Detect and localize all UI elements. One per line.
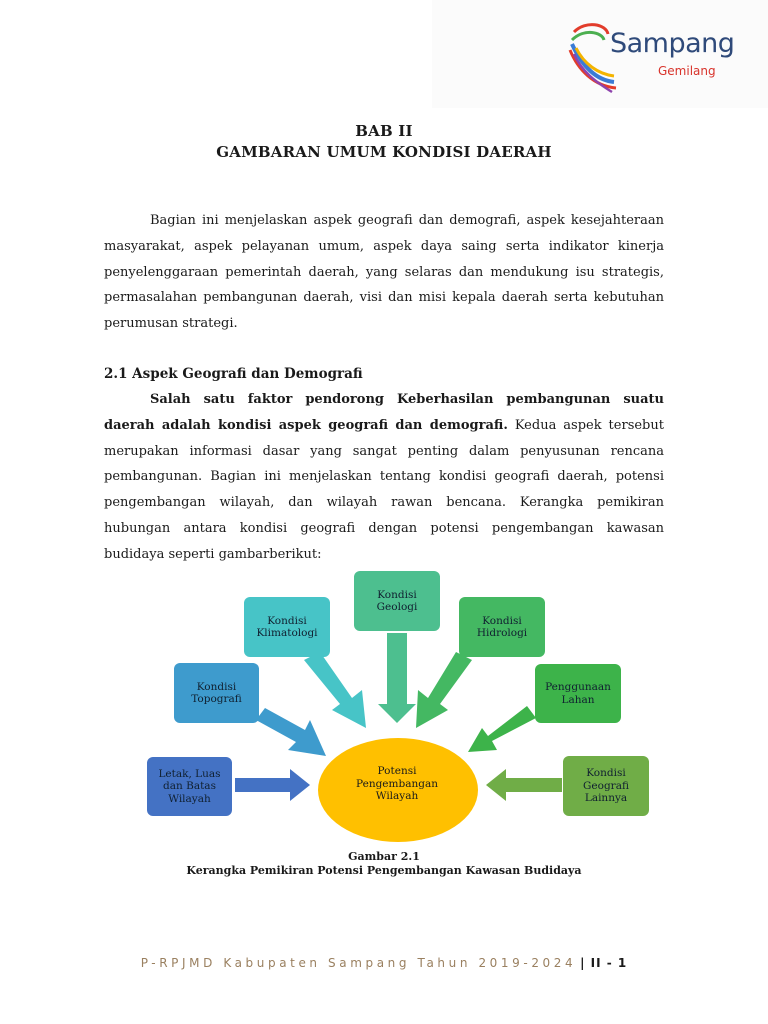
center-label: Potensi Pengembangan Wilayah <box>356 765 438 802</box>
chapter-title: GAMBARAN UMUM KONDISI DAERAH <box>216 143 552 161</box>
arrow-hidrologi <box>416 652 472 728</box>
node-geografi-lainnya: Kondisi Geografi Lainnya <box>563 756 649 816</box>
arrow-geologi <box>378 633 416 723</box>
node-hidrologi: Kondisi Hidrologi <box>459 597 545 657</box>
section-paragraph <box>104 387 664 568</box>
page-footer <box>0 956 768 970</box>
figure-number: Gambar 2.1 <box>348 850 420 863</box>
intro-paragraph: Bagian ini menjelaskan aspek geografi dan demografi, aspek kesejahteraan masyarakat, aspek pelayanan umum, aspek daya saing serta indikator kinerja penyelenggaraan pemerintah daerah, yang selaras dan mendukung isu strategis, permasalahan pembangunan daerah, visi dan misi kepala daerah serta kebutuhan perumusan strategi. <box>104 213 664 332</box>
chapter-number: BAB II <box>355 122 413 140</box>
page-number: | II - 1 <box>580 956 628 970</box>
figure-caption: Kerangka Pemikiran Potensi Pengembangan Kawasan Budidaya <box>186 864 582 877</box>
node-topografi: Kondisi Topografi <box>174 663 259 723</box>
arrow-penggunaan <box>468 706 536 752</box>
arrow-topografi <box>256 708 326 756</box>
section-body: Kedua aspek tersebut merupakan informasi dasar yang sangat penting dalam penyusunan rencana pembangunan. Bagian ini menjelaskan tentang kondisi geografi daerah, potensi pengembangan wilayah, dan wilayah rawan bencana. Kerangka pemikiran hubungan antara kondisi geografi dengan potensi pengembangan kawasan budidaya seperti gambarberikut: <box>104 417 664 562</box>
section-bold-lead: Salah satu faktor pendorong Keberhasilan pembangunan suatu daerah adalah kondisi aspek geografi dan demografi. <box>104 392 664 433</box>
sampang-logo <box>432 0 768 108</box>
node-penggunaan-lahan: Penggunaan Lahan <box>535 664 621 723</box>
node-letak-luas-batas: Letak, Luas dan Batas Wilayah <box>147 757 232 816</box>
node-geologi: Kondisi Geologi <box>354 571 440 631</box>
arrow-letak <box>235 769 310 801</box>
node-klimatologi: Kondisi Klimatologi <box>244 597 330 657</box>
section-heading: 2.1 Aspek Geografi dan Demografi <box>104 366 363 382</box>
footer-text: P-RPJMD Kabupaten Sampang Tahun 2019-2024 <box>140 956 577 970</box>
arrow-lainnya <box>486 769 562 801</box>
arrow-klimatologi <box>304 652 366 728</box>
logo-tagline: Gemilang <box>658 64 716 78</box>
logo-name: Sampang <box>610 28 735 59</box>
